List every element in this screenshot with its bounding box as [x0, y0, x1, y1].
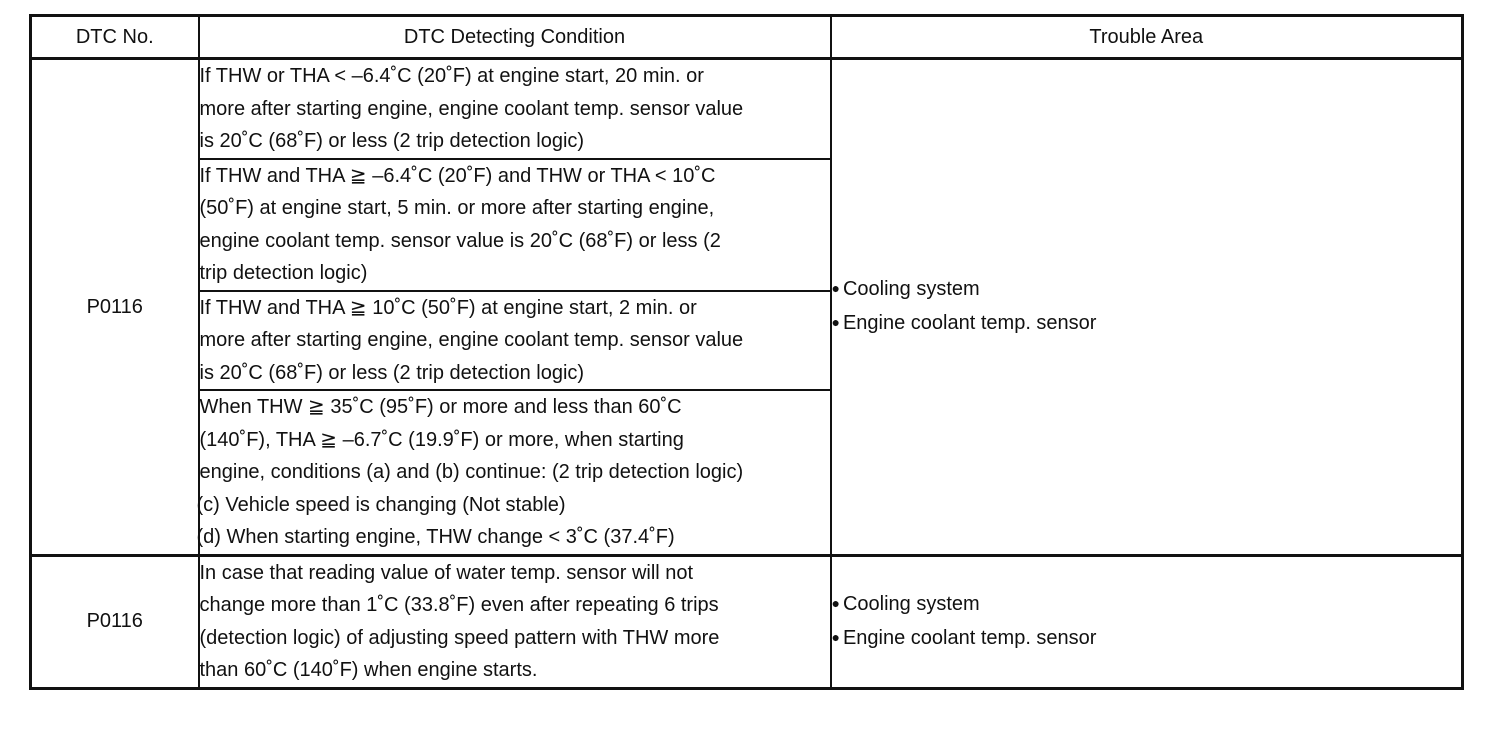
- condition-cell: [199, 555, 831, 688]
- condition-line: If THW and THA ≧ –6.4˚C (20˚F) and THW or THA < 10˚C: [199, 164, 716, 187]
- condition-line: trip detection logic): [199, 262, 368, 284]
- dtc-group-1: [31, 59, 1463, 556]
- trouble-area-item: [832, 273, 1462, 307]
- header-condition: DTC Detecting Condition: [199, 16, 831, 59]
- condition-line: is 20˚C (68˚F) or less (2 trip detection logic): [199, 130, 585, 152]
- trouble-area-item: [832, 622, 1462, 656]
- condition-line: engine coolant temp. sensor value is 20˚C (68˚F) or less (2: [199, 229, 721, 252]
- dtc-number-cell: P0116: [31, 555, 199, 688]
- condition-line: If THW or THA < –6.4˚C (20˚F) at engine start, 20 min. or: [199, 65, 704, 87]
- table-row: [31, 59, 1463, 159]
- table-header: [31, 16, 1463, 59]
- bullet-icon: ●: [831, 280, 840, 297]
- table-row: [31, 555, 1463, 688]
- bullet-icon: ●: [831, 595, 840, 611]
- condition-line: (d) When starting engine, THW change < 3˚C (37.4˚F): [196, 526, 675, 548]
- condition-line: more after starting engine, engine coolant temp. sensor value: [199, 97, 744, 120]
- condition-cell: [199, 59, 831, 159]
- header-dtc-no: DTC No.: [31, 16, 199, 59]
- condition-line: than 60˚C (140˚F) when engine starts.: [199, 659, 538, 681]
- condition-cell: [199, 291, 831, 391]
- dtc-group-2: [31, 555, 1463, 688]
- condition-line: If THW and THA ≧ 10˚C (50˚F) at engine start, 2 min. or: [199, 296, 697, 319]
- condition-line: In case that reading value of water temp. sensor will not: [199, 561, 694, 584]
- trouble-area-text: Cooling system: [842, 593, 980, 615]
- dtc-number-cell: P0116: [31, 59, 199, 556]
- condition-line: (140˚F), THA ≧ –6.7˚C (19.9˚F) or more, when starting: [199, 428, 684, 451]
- header-trouble-area: Trouble Area: [831, 16, 1463, 59]
- condition-line: When THW ≧ 35˚C (95˚F) or more and less than 60˚C: [199, 396, 682, 418]
- condition-line: change more than 1˚C (33.8˚F) even after repeating 6 trips: [199, 594, 719, 616]
- trouble-area-text: Engine coolant temp. sensor: [842, 626, 1097, 649]
- trouble-area-text: Cooling system: [842, 278, 980, 301]
- condition-line: (c) Vehicle speed is changing (Not stable): [196, 493, 566, 516]
- header-row: [31, 16, 1463, 59]
- condition-cell: [199, 159, 831, 291]
- trouble-area-cell: [831, 555, 1463, 688]
- trouble-area-cell: [831, 59, 1463, 556]
- condition-line: (50˚F) at engine start, 5 min. or more after starting engine,: [199, 197, 715, 219]
- trouble-area-item: [832, 588, 1462, 622]
- bullet-icon: ●: [831, 313, 840, 330]
- bullet-icon: ●: [831, 628, 840, 645]
- condition-cell: [196, 390, 831, 555]
- condition-line: (detection logic) of adjusting speed pattern with THW more: [199, 626, 720, 649]
- dtc-table: [29, 14, 1464, 690]
- condition-line: engine, conditions (a) and (b) continue: (2 trip detection logic): [199, 461, 744, 483]
- condition-line: is 20˚C (68˚F) or less (2 trip detection logic): [199, 361, 585, 384]
- trouble-area-item: [832, 307, 1462, 341]
- condition-line: more after starting engine, engine coolant temp. sensor value: [199, 329, 744, 351]
- trouble-area-text: Engine coolant temp. sensor: [842, 311, 1097, 334]
